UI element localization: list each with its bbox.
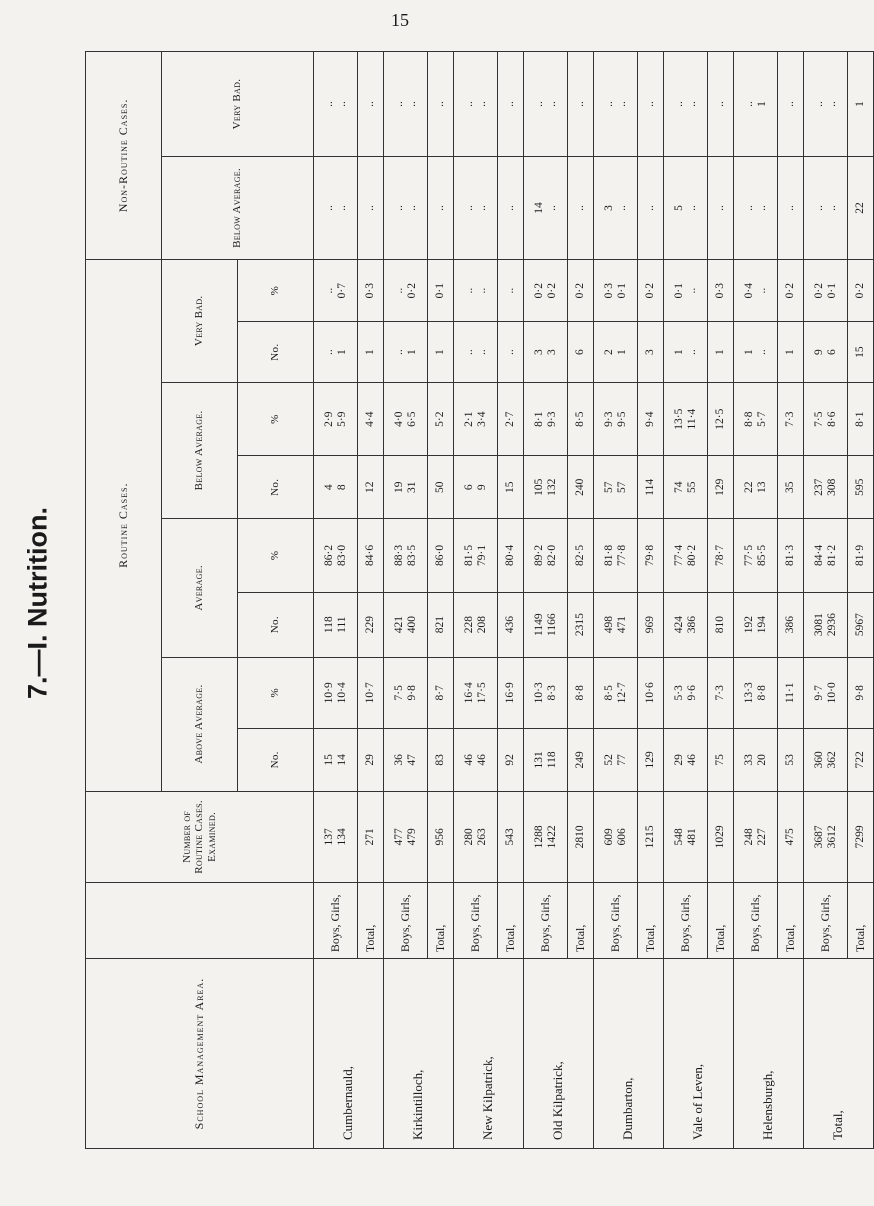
cell-avg-pct: 84·4 81·2 xyxy=(804,519,848,593)
cell-vb-no: 1 xyxy=(778,322,804,382)
cell-vb-pct: 0·3 xyxy=(358,259,384,322)
header-below-no: No. xyxy=(238,456,314,519)
header-group xyxy=(86,883,314,959)
cell-nr-below: 5 .. xyxy=(664,157,708,260)
cell-above-pct: 9·7 10·0 xyxy=(804,657,848,728)
cell-vb-pct: 0·2 xyxy=(568,259,594,322)
cell-above-pct: 13·3 8·8 xyxy=(734,657,778,728)
cell-vb-pct: 0·1 xyxy=(428,259,454,322)
cell-below-pct: 2·9 5·9 xyxy=(314,382,358,456)
cell-vb-no: .. xyxy=(498,322,524,382)
cell-nr-below: .. xyxy=(498,157,524,260)
table-row-boys-girls xyxy=(664,52,708,1149)
cell-examined: 248 227 xyxy=(734,791,778,883)
cell-below-no: 74 55 xyxy=(664,456,708,519)
group-label: Total, xyxy=(568,883,594,959)
cell-avg-pct: 84·6 xyxy=(358,519,384,593)
table-row-boys-girls xyxy=(524,52,568,1149)
cell-vb-pct: 0·2 0·1 xyxy=(804,259,848,322)
cell-nr-vb: .. .. xyxy=(804,52,848,157)
cell-nr-vb: .. .. xyxy=(664,52,708,157)
cell-below-no: 12 xyxy=(358,456,384,519)
cell-nr-below: .. xyxy=(428,157,454,260)
cell-vb-no: 9 6 xyxy=(804,322,848,382)
cell-below-no: 6 9 xyxy=(454,456,498,519)
cell-examined: 475 xyxy=(778,791,804,883)
table-title: 7.—I. Nutrition. xyxy=(22,507,53,699)
header-area: School Management Area. xyxy=(86,959,314,1149)
group-label: Total, xyxy=(498,883,524,959)
cell-above-no: 29 xyxy=(358,729,384,792)
header-nr-below: Below Average. xyxy=(162,157,314,260)
cell-nr-below: .. xyxy=(778,157,804,260)
cell-above-pct: 7·5 9·8 xyxy=(384,657,428,728)
header-vb-no: No. xyxy=(238,322,314,382)
page-number: 15 xyxy=(391,10,409,30)
cell-vb-pct: .. 0·7 xyxy=(314,259,358,322)
cell-vb-no: 3 3 xyxy=(524,322,568,382)
cell-below-pct: 4·0 6·5 xyxy=(384,382,428,456)
cell-below-no: 240 xyxy=(568,456,594,519)
header-routine: Routine Cases. xyxy=(86,259,162,791)
cell-below-pct: 8·1 9·3 xyxy=(524,382,568,456)
table-row-boys-girls xyxy=(314,52,358,1149)
group-label: Total, xyxy=(848,883,874,959)
cell-vb-pct: .. 0·2 xyxy=(384,259,428,322)
cell-avg-pct: 77·4 80·2 xyxy=(664,519,708,593)
cell-vb-no: .. .. xyxy=(454,322,498,382)
cell-below-pct: 8·8 5·7 xyxy=(734,382,778,456)
cell-vb-pct: 0·2 xyxy=(848,259,874,322)
header-very-bad: Very Bad. xyxy=(162,259,238,382)
cell-avg-pct: 88·3 83·5 xyxy=(384,519,428,593)
cell-vb-no: 1 .. xyxy=(664,322,708,382)
cell-vb-pct: .. .. xyxy=(454,259,498,322)
cell-avg-no: 228 208 xyxy=(454,592,498,657)
nutrition-table xyxy=(85,51,874,1149)
area-name: Kirkintilloch, xyxy=(384,959,454,1149)
header-avg-no: No. xyxy=(238,592,314,657)
cell-nr-vb: .. .. xyxy=(314,52,358,157)
area-name: Total, xyxy=(804,959,874,1149)
cell-above-no: 15 14 xyxy=(314,729,358,792)
header-average: Average. xyxy=(162,519,238,658)
cell-vb-pct: 0·2 xyxy=(778,259,804,322)
cell-above-no: 722 xyxy=(848,729,874,792)
header-above: Above Average. xyxy=(162,657,238,791)
cell-vb-no: 1 xyxy=(428,322,454,382)
header-vb-pct: % xyxy=(238,259,314,322)
cell-above-pct: 10·7 xyxy=(358,657,384,728)
cell-below-no: 129 xyxy=(708,456,734,519)
cell-vb-pct: 0·2 xyxy=(638,259,664,322)
cell-nr-vb: 1 xyxy=(848,52,874,157)
cell-avg-no: 498 471 xyxy=(594,592,638,657)
cell-vb-no: 1 xyxy=(708,322,734,382)
cell-vb-no: 6 xyxy=(568,322,594,382)
cell-nr-vb: .. .. xyxy=(594,52,638,157)
cell-avg-pct: 86·0 xyxy=(428,519,454,593)
cell-above-pct: 5·3 9·6 xyxy=(664,657,708,728)
cell-below-no: 595 xyxy=(848,456,874,519)
table-row-boys-girls xyxy=(734,52,778,1149)
cell-nr-below: .. .. xyxy=(804,157,848,260)
cell-examined: 137 134 xyxy=(314,791,358,883)
cell-nr-below: .. xyxy=(638,157,664,260)
cell-avg-no: 436 xyxy=(498,592,524,657)
cell-vb-pct: 0·1 .. xyxy=(664,259,708,322)
cell-examined: 543 xyxy=(498,791,524,883)
cell-avg-no: 5967 xyxy=(848,592,874,657)
cell-vb-no: .. 1 xyxy=(384,322,428,382)
table-frame xyxy=(85,51,867,1149)
cell-below-no: 19 31 xyxy=(384,456,428,519)
group-label: Boys, Girls, xyxy=(804,883,848,959)
cell-nr-below: .. xyxy=(708,157,734,260)
group-label: Boys, Girls, xyxy=(664,883,708,959)
cell-below-no: 15 xyxy=(498,456,524,519)
cell-avg-pct: 81·3 xyxy=(778,519,804,593)
cell-above-pct: 16·9 xyxy=(498,657,524,728)
area-name: Vale of Leven, xyxy=(664,959,734,1149)
cell-above-pct: 8·5 12·7 xyxy=(594,657,638,728)
cell-avg-pct: 81·9 xyxy=(848,519,874,593)
cell-avg-no: 424 386 xyxy=(664,592,708,657)
cell-below-no: 35 xyxy=(778,456,804,519)
cell-below-pct: 2·7 xyxy=(498,382,524,456)
cell-above-no: 92 xyxy=(498,729,524,792)
cell-below-no: 114 xyxy=(638,456,664,519)
cell-above-pct: 16·4 17·5 xyxy=(454,657,498,728)
cell-nr-below: .. .. xyxy=(384,157,428,260)
area-name: Old Kilpatrick, xyxy=(524,959,594,1149)
cell-vb-pct: 0·4 .. xyxy=(734,259,778,322)
cell-below-pct: 7·5 8·6 xyxy=(804,382,848,456)
cell-examined: 1288 1422 xyxy=(524,791,568,883)
cell-avg-pct: 86·2 83·0 xyxy=(314,519,358,593)
group-label: Total, xyxy=(638,883,664,959)
cell-nr-below: 22 xyxy=(848,157,874,260)
cell-above-no: 52 77 xyxy=(594,729,638,792)
cell-nr-vb: .. xyxy=(568,52,594,157)
cell-below-pct: 5·2 xyxy=(428,382,454,456)
cell-nr-vb: .. 1 xyxy=(734,52,778,157)
cell-avg-pct: 81·5 79·1 xyxy=(454,519,498,593)
cell-avg-pct: 89·2 82·0 xyxy=(524,519,568,593)
group-label: Boys, Girls, xyxy=(524,883,568,959)
cell-examined: 956 xyxy=(428,791,454,883)
cell-nr-below: .. .. xyxy=(314,157,358,260)
cell-nr-vb: .. xyxy=(358,52,384,157)
area-name: Dumbarton, xyxy=(594,959,664,1149)
cell-above-pct: 9·8 xyxy=(848,657,874,728)
cell-nr-below: .. .. xyxy=(454,157,498,260)
cell-nr-vb: .. xyxy=(498,52,524,157)
cell-nr-vb: .. xyxy=(778,52,804,157)
cell-examined: 609 606 xyxy=(594,791,638,883)
cell-above-no: 129 xyxy=(638,729,664,792)
cell-below-no: 237 308 xyxy=(804,456,848,519)
header-non-routine: Non-Routine Cases. xyxy=(86,52,162,260)
cell-nr-below: .. .. xyxy=(734,157,778,260)
cell-examined: 548 481 xyxy=(664,791,708,883)
cell-below-pct: 13·5 11·4 xyxy=(664,382,708,456)
cell-above-pct: 8·8 xyxy=(568,657,594,728)
table-row-boys-girls xyxy=(384,52,428,1149)
cell-vb-no: 3 xyxy=(638,322,664,382)
cell-below-no: 105 132 xyxy=(524,456,568,519)
cell-avg-no: 192 194 xyxy=(734,592,778,657)
cell-above-no: 131 118 xyxy=(524,729,568,792)
cell-below-pct: 8·5 xyxy=(568,382,594,456)
group-label: Boys, Girls, xyxy=(384,883,428,959)
cell-above-no: 83 xyxy=(428,729,454,792)
cell-below-pct: 8·1 xyxy=(848,382,874,456)
cell-avg-no: 969 xyxy=(638,592,664,657)
group-label: Total, xyxy=(358,883,384,959)
cell-examined: 280 263 xyxy=(454,791,498,883)
cell-avg-no: 1149 1166 xyxy=(524,592,568,657)
cell-above-pct: 7·3 xyxy=(708,657,734,728)
area-name: Helensburgh, xyxy=(734,959,804,1149)
cell-vb-no: .. 1 xyxy=(314,322,358,382)
cell-avg-no: 810 xyxy=(708,592,734,657)
cell-above-no: 46 46 xyxy=(454,729,498,792)
cell-avg-pct: 81·8 77·8 xyxy=(594,519,638,593)
group-label: Total, xyxy=(428,883,454,959)
header-above-pct: % xyxy=(238,657,314,728)
cell-examined: 1029 xyxy=(708,791,734,883)
cell-below-no: 50 xyxy=(428,456,454,519)
cell-above-no: 75 xyxy=(708,729,734,792)
cell-examined: 2810 xyxy=(568,791,594,883)
cell-above-pct: 10·9 10·4 xyxy=(314,657,358,728)
table-body xyxy=(314,52,874,1149)
cell-avg-no: 386 xyxy=(778,592,804,657)
cell-above-pct: 8·7 xyxy=(428,657,454,728)
cell-vb-no: 1 .. xyxy=(734,322,778,382)
cell-avg-no: 821 xyxy=(428,592,454,657)
cell-avg-no: 3081 2936 xyxy=(804,592,848,657)
cell-above-no: 29 46 xyxy=(664,729,708,792)
cell-vb-pct: 0·3 xyxy=(708,259,734,322)
cell-avg-no: 421 400 xyxy=(384,592,428,657)
cell-nr-vb: .. xyxy=(708,52,734,157)
header-avg-pct: % xyxy=(238,519,314,593)
table-row-boys-girls xyxy=(454,52,498,1149)
cell-below-pct: 4·4 xyxy=(358,382,384,456)
cell-nr-vb: .. xyxy=(428,52,454,157)
cell-examined: 271 xyxy=(358,791,384,883)
group-label: Boys, Girls, xyxy=(454,883,498,959)
cell-nr-below: .. xyxy=(358,157,384,260)
area-name: New Kilpatrick, xyxy=(454,959,524,1149)
cell-below-pct: 12·5 xyxy=(708,382,734,456)
header-below: Below Average. xyxy=(162,382,238,518)
cell-avg-no: 229 xyxy=(358,592,384,657)
cell-below-no: 57 57 xyxy=(594,456,638,519)
cell-nr-vb: .. xyxy=(638,52,664,157)
cell-avg-pct: 78·7 xyxy=(708,519,734,593)
group-label: Boys, Girls, xyxy=(594,883,638,959)
cell-vb-no: 2 1 xyxy=(594,322,638,382)
rotated-table-wrapper xyxy=(85,51,867,1149)
cell-below-pct: 7·3 xyxy=(778,382,804,456)
cell-avg-no: 2315 xyxy=(568,592,594,657)
cell-below-no: 22 13 xyxy=(734,456,778,519)
table-row-boys-girls xyxy=(804,52,848,1149)
cell-above-no: 36 47 xyxy=(384,729,428,792)
cell-above-pct: 10·6 xyxy=(638,657,664,728)
cell-examined: 7299 xyxy=(848,791,874,883)
cell-examined: 3687 3612 xyxy=(804,791,848,883)
cell-avg-pct: 82·5 xyxy=(568,519,594,593)
cell-avg-no: 118 111 xyxy=(314,592,358,657)
table-row-boys-girls xyxy=(594,52,638,1149)
cell-nr-vb: .. .. xyxy=(524,52,568,157)
header-below-pct: % xyxy=(238,382,314,456)
cell-nr-below: 3 .. xyxy=(594,157,638,260)
cell-below-no: 4 8 xyxy=(314,456,358,519)
cell-vb-no: 15 xyxy=(848,322,874,382)
cell-vb-pct: 0·2 0·2 xyxy=(524,259,568,322)
header-examined: Number of Routine Cases. Examined. xyxy=(86,791,314,883)
cell-above-no: 53 xyxy=(778,729,804,792)
cell-nr-vb: .. .. xyxy=(454,52,498,157)
cell-above-pct: 11·1 xyxy=(778,657,804,728)
cell-above-no: 249 xyxy=(568,729,594,792)
header-nr-very-bad: Very Bad. xyxy=(162,52,314,157)
cell-examined: 1215 xyxy=(638,791,664,883)
cell-nr-below: .. xyxy=(568,157,594,260)
cell-avg-pct: 80·4 xyxy=(498,519,524,593)
cell-vb-pct: 0·3 0·1 xyxy=(594,259,638,322)
cell-nr-below: 14 .. xyxy=(524,157,568,260)
cell-avg-pct: 77·5 85·5 xyxy=(734,519,778,593)
cell-vb-pct: .. xyxy=(498,259,524,322)
cell-avg-pct: 79·8 xyxy=(638,519,664,593)
group-label: Boys, Girls, xyxy=(314,883,358,959)
header-above-no: No. xyxy=(238,729,314,792)
area-name: Cumbernauld, xyxy=(314,959,384,1149)
group-label: Total, xyxy=(708,883,734,959)
group-label: Total, xyxy=(778,883,804,959)
cell-nr-vb: .. .. xyxy=(384,52,428,157)
cell-below-pct: 9·3 9·5 xyxy=(594,382,638,456)
cell-above-pct: 10·3 8·3 xyxy=(524,657,568,728)
cell-above-no: 360 362 xyxy=(804,729,848,792)
cell-examined: 477 479 xyxy=(384,791,428,883)
cell-below-pct: 9·4 xyxy=(638,382,664,456)
cell-above-no: 33 20 xyxy=(734,729,778,792)
cell-below-pct: 2·1 3·4 xyxy=(454,382,498,456)
cell-vb-no: 1 xyxy=(358,322,384,382)
group-label: Boys, Girls, xyxy=(734,883,778,959)
